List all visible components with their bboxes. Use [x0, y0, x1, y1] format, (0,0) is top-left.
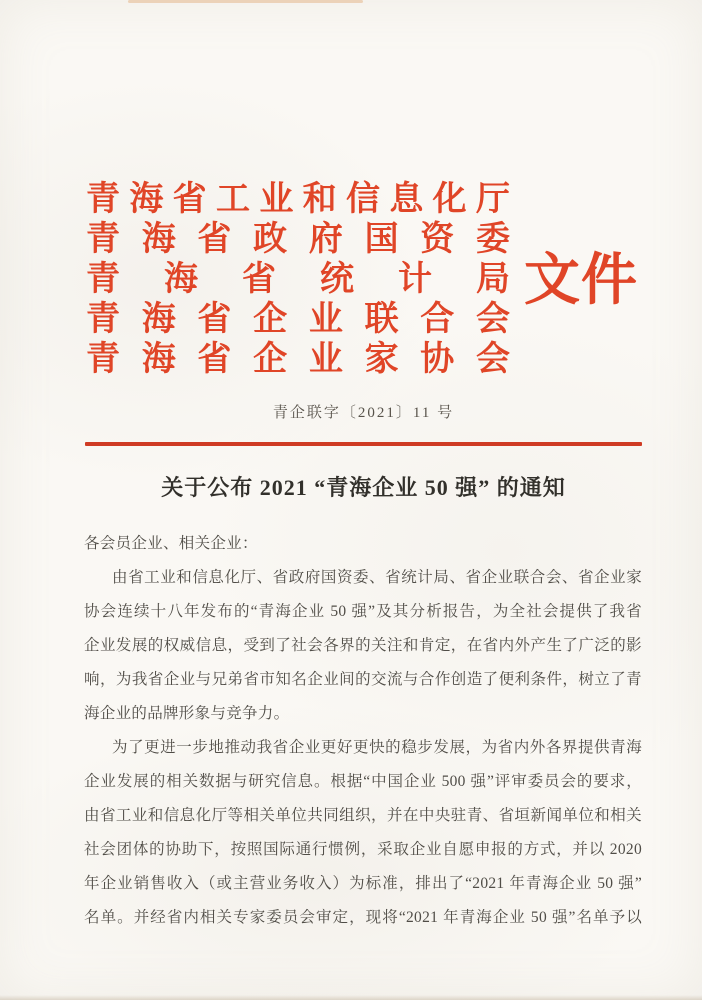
body-text-line: 企业发展的相关数据与研究信息。根据“中国企业 500 强”评审委员会的要求，	[84, 773, 642, 790]
scan-artifact-top-edge	[128, 0, 363, 3]
letterhead-org-line: 青海省政府国资委	[86, 221, 510, 258]
body-text-line: 企业发展的权威信息，受到了社会各界的关注和肯定，在省内外产生了广泛的影	[84, 637, 642, 654]
red-divider-line	[85, 442, 642, 446]
letterhead-org-names	[86, 180, 510, 380]
document-title: 关于公布 2021 “青海企业 50 强” 的通知	[161, 475, 566, 500]
document-number: 青企联字〔2021〕11 号	[272, 405, 455, 421]
body-text-line: 社会团体的协助下，按照国际通行惯例，采取企业自愿申报的方式，并以 2020	[84, 841, 642, 858]
body-text-line: 协会连续十八年发布的“青海企业 50 强”及其分析报告，为全社会提供了我省	[84, 603, 642, 620]
letterhead-org-line: 青海省工业和信息化厅	[86, 181, 510, 218]
letterhead-org-line: 青海省统计局	[86, 261, 510, 298]
body-text-line: 为了更进一步地推动我省企业更好更快的稳步发展，为省内外各界提供青海	[112, 739, 642, 756]
letterhead-org-line: 青海省企业联合会	[86, 301, 510, 338]
body-text-line: 由省工业和信息化厅、省政府国资委、省统计局、省企业联合会、省企业家	[112, 569, 642, 586]
body-text-line: 年企业销售收入（或主营业务收入）为标准，排出了“2021 年青海企业 50 强”	[84, 875, 642, 892]
document-label-wenjian: 文件	[524, 250, 638, 312]
letterhead-org-line: 青海省企业家协会	[86, 341, 510, 378]
body-text-line: 响，为我省企业与兄弟省市知名企业间的交流与合作创造了便利条件，树立了青	[84, 671, 642, 688]
body-text-line: 各会员企业、相关企业：	[84, 535, 258, 552]
scan-artifact-bottom-edge	[0, 995, 702, 1000]
document-body	[84, 527, 642, 935]
body-text-line: 由省工业和信息化厅等相关单位共同组织，并在中央驻青、省垣新闻单位和相关	[84, 807, 642, 824]
body-text-line: 海企业的品牌形象与竞争力。	[84, 705, 290, 722]
body-text-line: 名单。并经省内相关专家委员会审定，现将“2021 年青海企业 50 强”名单予以	[84, 909, 642, 926]
